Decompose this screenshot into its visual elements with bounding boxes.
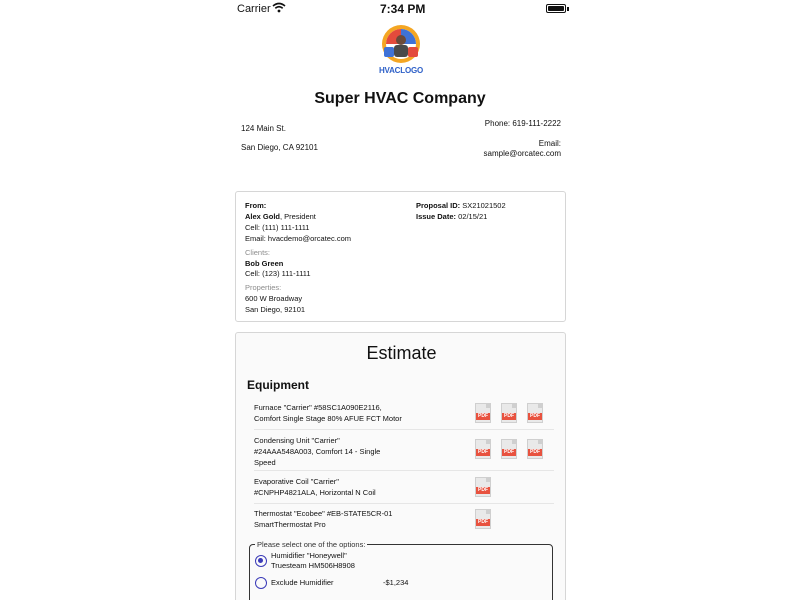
- client-cell[interactable]: Cell: (123) 111-1111: [245, 269, 311, 278]
- email-label: Email:: [538, 139, 561, 148]
- property-line-1: 600 W Broadway: [245, 294, 303, 303]
- item-line: #24AAA548A003, Comfort 14 - Single: [254, 447, 381, 456]
- equipment-section-title: Equipment: [247, 378, 309, 392]
- logo-text: HVACLOGO: [378, 66, 424, 75]
- item-line: Comfort Single Stage 80% AFUE FCT Motor: [254, 414, 402, 423]
- proposal-info-card: [235, 191, 566, 322]
- option-radio-exclude-humidifier[interactable]: [255, 577, 267, 589]
- proposal-id: Proposal ID: SX21021502: [416, 201, 506, 210]
- divider: [254, 503, 554, 504]
- pdf-icon[interactable]: PDF: [475, 509, 491, 529]
- company-name: Super HVAC Company: [314, 90, 486, 107]
- property-line-2: San Diego, 92101: [245, 305, 306, 314]
- pdf-icon[interactable]: PDF: [475, 477, 491, 497]
- address-line-2: San Diego, CA 92101: [241, 143, 318, 152]
- item-line: #CNPHP4821ALA, Horizontal N Coil: [254, 488, 376, 497]
- option-price: -$1,234: [383, 578, 409, 587]
- from-email[interactable]: Email: hvacdemo@orcatec.com: [245, 234, 351, 243]
- options-legend: Please select one of the options:: [257, 540, 366, 549]
- equipment-item: [254, 508, 554, 530]
- item-line: Thermostat "Ecobee" #EB-STATE5CR-01: [254, 509, 393, 518]
- client-name: Bob Green: [245, 259, 284, 268]
- pdf-icon[interactable]: PDF: [475, 403, 491, 423]
- item-line: SmartThermostat Pro: [254, 520, 326, 529]
- divider: [254, 429, 554, 430]
- battery-nub: [567, 7, 569, 11]
- company-email[interactable]: sample@orcatec.com: [483, 149, 561, 158]
- from-label: From:: [245, 201, 267, 210]
- item-line: Speed: [254, 458, 276, 467]
- item-line: Evaporative Coil "Carrier": [254, 477, 339, 486]
- pdf-icon[interactable]: PDF: [475, 439, 491, 459]
- pdf-icon[interactable]: PDF: [527, 403, 543, 423]
- item-line: Condensing Unit "Carrier": [254, 436, 340, 445]
- properties-label: Properties:: [245, 283, 282, 292]
- carrier-label: Carrier: [237, 3, 271, 15]
- address-line-1: 124 Main St.: [241, 124, 286, 133]
- pdf-icon[interactable]: PDF: [527, 439, 543, 459]
- item-line: Furnace "Carrier" #58SC1A090E2116,: [254, 403, 382, 412]
- option-label-exclude-humidifier[interactable]: Exclude Humidifier: [271, 578, 334, 587]
- wifi-icon: [272, 2, 286, 13]
- divider: [254, 470, 554, 471]
- clock-time: 7:34 PM: [380, 2, 426, 16]
- from-cell[interactable]: Cell: (111) 111-1111: [245, 223, 310, 232]
- clients-label: Clients:: [245, 248, 271, 257]
- estimate-card: [235, 332, 566, 600]
- equipment-item: [254, 476, 554, 498]
- option-line: Truesteam HM506H8908: [271, 561, 355, 570]
- issue-date: Issue Date: 02/15/21: [416, 212, 488, 221]
- option-radio-humidifier[interactable]: [255, 555, 267, 567]
- company-phone[interactable]: Phone: 619-111-2222: [484, 119, 561, 128]
- battery-icon: [546, 4, 566, 13]
- option-label-humidifier[interactable]: [271, 551, 355, 571]
- pdf-icon[interactable]: PDF: [501, 403, 517, 423]
- pdf-icon[interactable]: PDF: [501, 439, 517, 459]
- from-name: Alex Gold, President: [245, 212, 316, 221]
- status-bar: [230, 0, 570, 18]
- estimate-title: Estimate: [366, 343, 437, 363]
- option-line: Humidifier "Honeywell": [271, 551, 347, 560]
